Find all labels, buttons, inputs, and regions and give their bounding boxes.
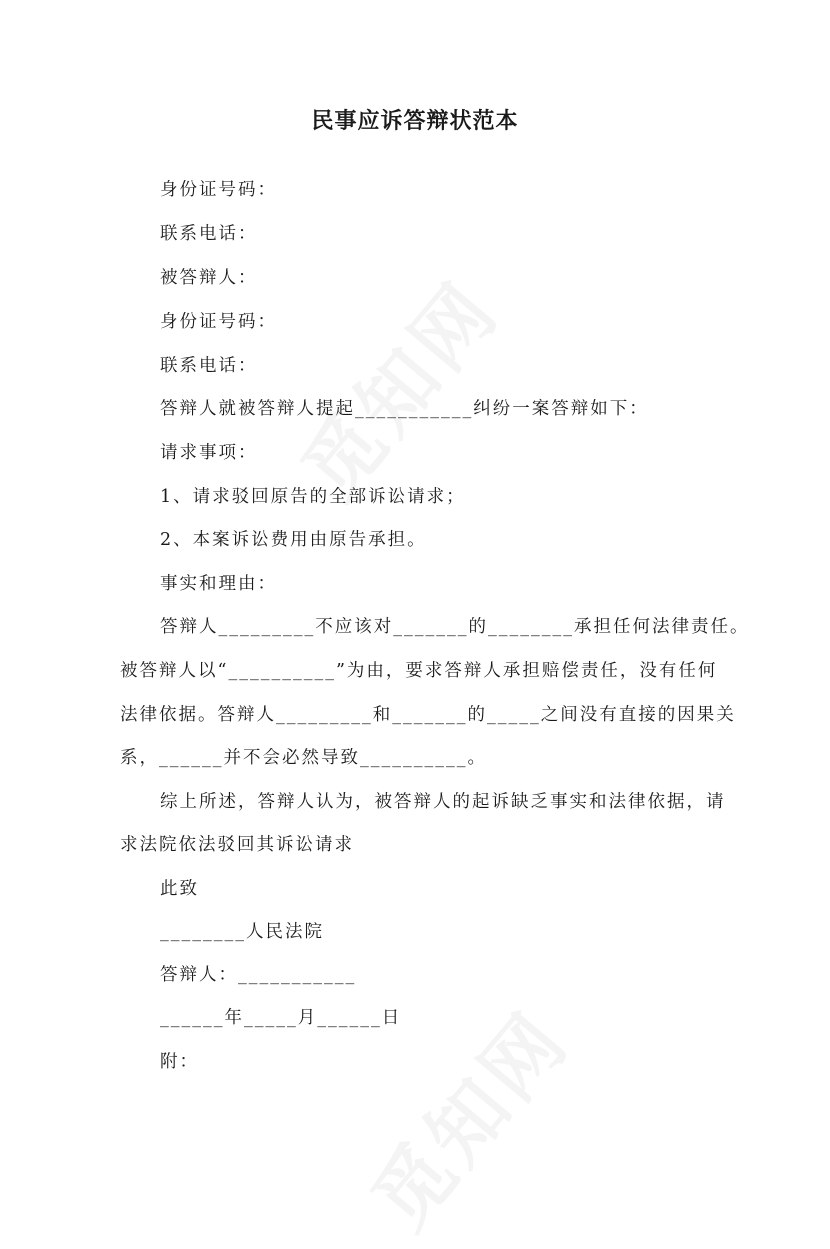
claim-item-1: 1、请求驳回原告的全部诉讼请求； — [160, 487, 466, 507]
facts-paragraph: 答辩人_________不应该对_______的________承担任何法律责任。 — [160, 617, 750, 637]
attachment-line: 附： — [160, 1052, 199, 1072]
conclusion-paragraph: 综上所述，答辩人认为，被答辩人的起诉缺乏事实和法律依据，请 — [160, 792, 726, 812]
conclusion-paragraph: 求法院依法驳回其诉讼请求 — [120, 835, 354, 855]
signature-line: 答辩人：___________ — [160, 965, 357, 985]
id-number-line: 身份证号码： — [160, 312, 277, 332]
date-line: ______年_____月______日 — [160, 1008, 402, 1028]
facts-paragraph: 被答辩人以“__________”为由，要求答辩人承担赔偿责任，没有任何 — [120, 661, 718, 681]
phone-line: 联系电话： — [160, 224, 258, 244]
salutation: 此致 — [160, 879, 199, 899]
claim-item-2: 2、本案诉讼费用由原告承担。 — [160, 530, 427, 550]
facts-paragraph: 法律依据。答辩人_________和_______的_____之间没有直接的因果关 — [120, 705, 736, 725]
claims-heading: 请求事项： — [160, 443, 258, 463]
intro-paragraph: 答辩人就被答辩人提起___________纠纷一案答辩如下： — [160, 399, 649, 419]
facts-paragraph: 系，______并不会必然导致__________。 — [120, 748, 487, 768]
document-title: 民事应诉答辩状范本 — [311, 109, 519, 134]
watermark — [272, 253, 520, 518]
court-line: ________人民法院 — [160, 922, 324, 942]
id-number-line: 身份证号码： — [160, 180, 277, 200]
respondent-line: 被答辩人： — [160, 268, 258, 288]
phone-line: 联系电话： — [160, 356, 258, 376]
facts-heading: 事实和理由： — [160, 574, 277, 594]
